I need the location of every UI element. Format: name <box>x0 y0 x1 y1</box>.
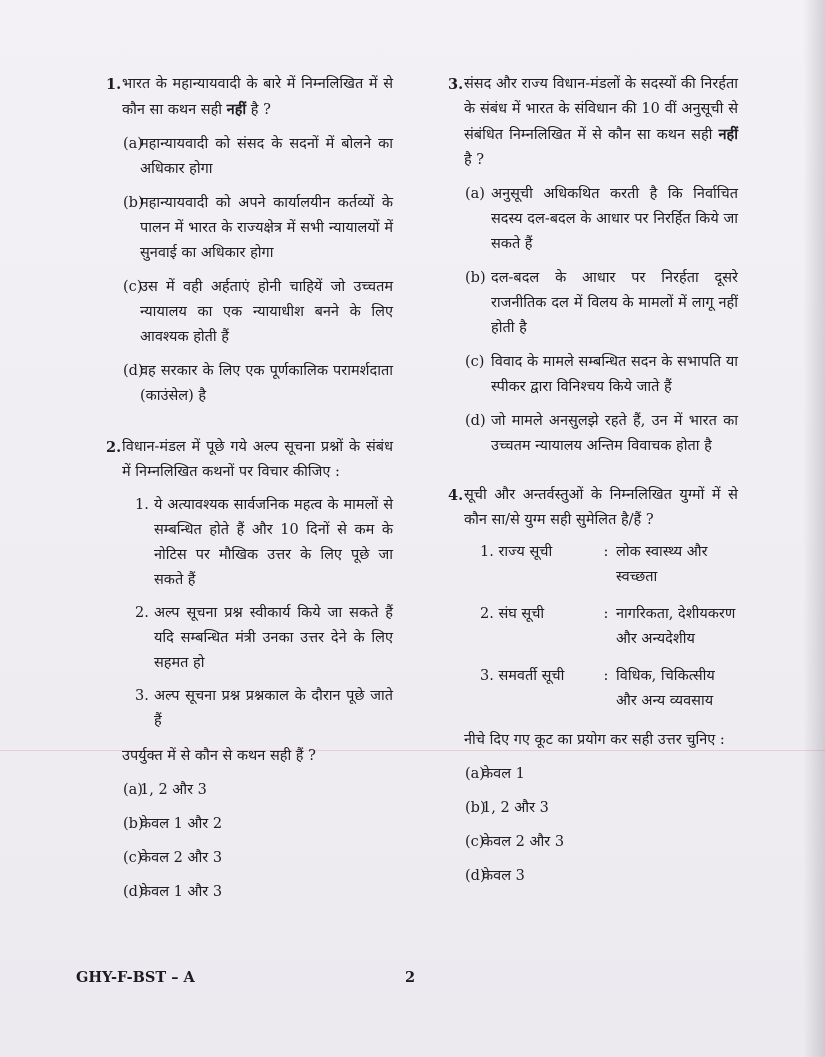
match-pair: 2. संघ सूची : नागरिकता, देशीयकरण और अन्यदेशीय <box>480 606 736 647</box>
question-3 <box>448 72 738 173</box>
right-column <box>448 72 738 889</box>
booklet-code: GHY-F-BST – A <box>76 969 195 986</box>
question-4 <box>448 483 738 533</box>
question-2 <box>106 435 393 485</box>
statement: 1. ये अत्यावश्यक सार्वजनिक महत्व के मामलों से सम्बन्धित होते हैं और 10 दिनों से कम के नोटिस पर मौखिक उत्तर के लिए पूछे जा सकते हैं <box>135 497 393 588</box>
option: (c) उस में वही अर्हताएं होनी चाहियें जो उच्चतम न्यायालय का एक न्यायाधीश बनने के लिए आवश्यक होती हैं <box>123 279 393 345</box>
question-text: भारत के महान्यायवादी के बारे में निम्नलिखित में से कौन सा कथन सही नहीं है ? <box>122 76 393 118</box>
option: (c) केवल 2 और 3 <box>465 834 565 850</box>
statement: 3. अल्प सूचना प्रश्न प्रश्नकाल के दौरान पूछे जाते हैं <box>135 688 393 729</box>
option: (c) केवल 2 और 3 <box>123 850 223 866</box>
question-text: विधान-मंडल में पूछे गये अल्प सूचना प्रश्नों के संबंध में निम्नलिखित कथनों पर विचार कीजिए : <box>122 439 393 480</box>
option: (d) वह सरकार के लिए एक पूर्णकालिक परामर्शदाता (काउंसेल) है <box>123 363 393 404</box>
page-number: 2 <box>405 969 416 986</box>
question-number: 3. <box>448 76 464 93</box>
match-pair: 3. समवर्ती सूची : विधिक, चिकित्सीय और अन्य व्यवसाय <box>480 668 715 709</box>
question-number: 1. <box>106 76 122 93</box>
option: (a) केवल 1 <box>465 766 525 782</box>
option: (b) महान्यायवादी को अपने कार्यालयीन कर्तव्यों के पालन में भारत के राज्यक्षेत्र में सभी न्यायालयों में सुनवाई का अधिकार होगा <box>123 195 393 261</box>
option: (b) केवल 1 और 2 <box>123 816 223 832</box>
option: (d) केवल 3 <box>465 868 525 884</box>
option: (a) 1, 2 और 3 <box>123 782 207 798</box>
question-text: सूची और अन्तर्वस्तुओं के निम्नलिखित युग्मों में से कौन सा/से युग्म सही सुमेलित है/हैं ? <box>464 487 738 528</box>
question-1 <box>106 72 393 123</box>
option: (b) 1, 2 और 3 <box>465 800 549 816</box>
question-prompt: उपर्युक्त में से कौन से कथन सही हैं ? <box>122 748 316 764</box>
question-text: संसद और राज्य विधान-मंडलों के सदस्यों की निरर्हता के संबंध में भारत के संविधान की 10 वीं अनुसूची से संबंधित निम्नलिखित में से कौन सा कथन सही नहीं है ? <box>464 76 738 168</box>
option: (d) केवल 1 और 3 <box>123 884 223 900</box>
option: (b) दल-बदल के आधार पर निरर्हता दूसरे राजनीतिक दल में विलय के मामलों में लागू नहीं होती है <box>465 270 738 336</box>
scan-edge-shadow <box>803 0 825 1057</box>
question-number: 4. <box>448 487 464 504</box>
option: (a) महान्यायवादी को संसद के सदनों में बोलने का अधिकार होगा <box>123 136 393 177</box>
option: (c) विवाद के मामले सम्बन्धित सदन के सभापति या स्पीकर द्वारा विनिश्चय किये जाते हैं <box>465 354 738 395</box>
question-number: 2. <box>106 439 122 456</box>
left-column <box>106 72 393 905</box>
option: (d) जो मामले अनसुलझे रहते हैं, उन में भारत का उच्चतम न्यायालय अन्तिम विवाचक होता है <box>465 413 738 454</box>
statement: 2. अल्प सूचना प्रश्न स्वीकार्य किये जा सकते हैं यदि सम्बन्धित मंत्री उनका उत्तर देने के लिए सहमत हो <box>135 605 393 671</box>
match-pair: 1. राज्य सूची : लोक स्वास्थ्य और स्वच्छता <box>480 544 708 585</box>
question-prompt: नीचे दिए गए कूट का प्रयोग कर सही उत्तर चुनिए : <box>464 732 725 748</box>
option: (a) अनुसूची अधिकथित करती है कि निर्वाचित सदस्य दल-बदल के आधार पर निरर्हित किये जा सकते हैं <box>465 186 738 252</box>
